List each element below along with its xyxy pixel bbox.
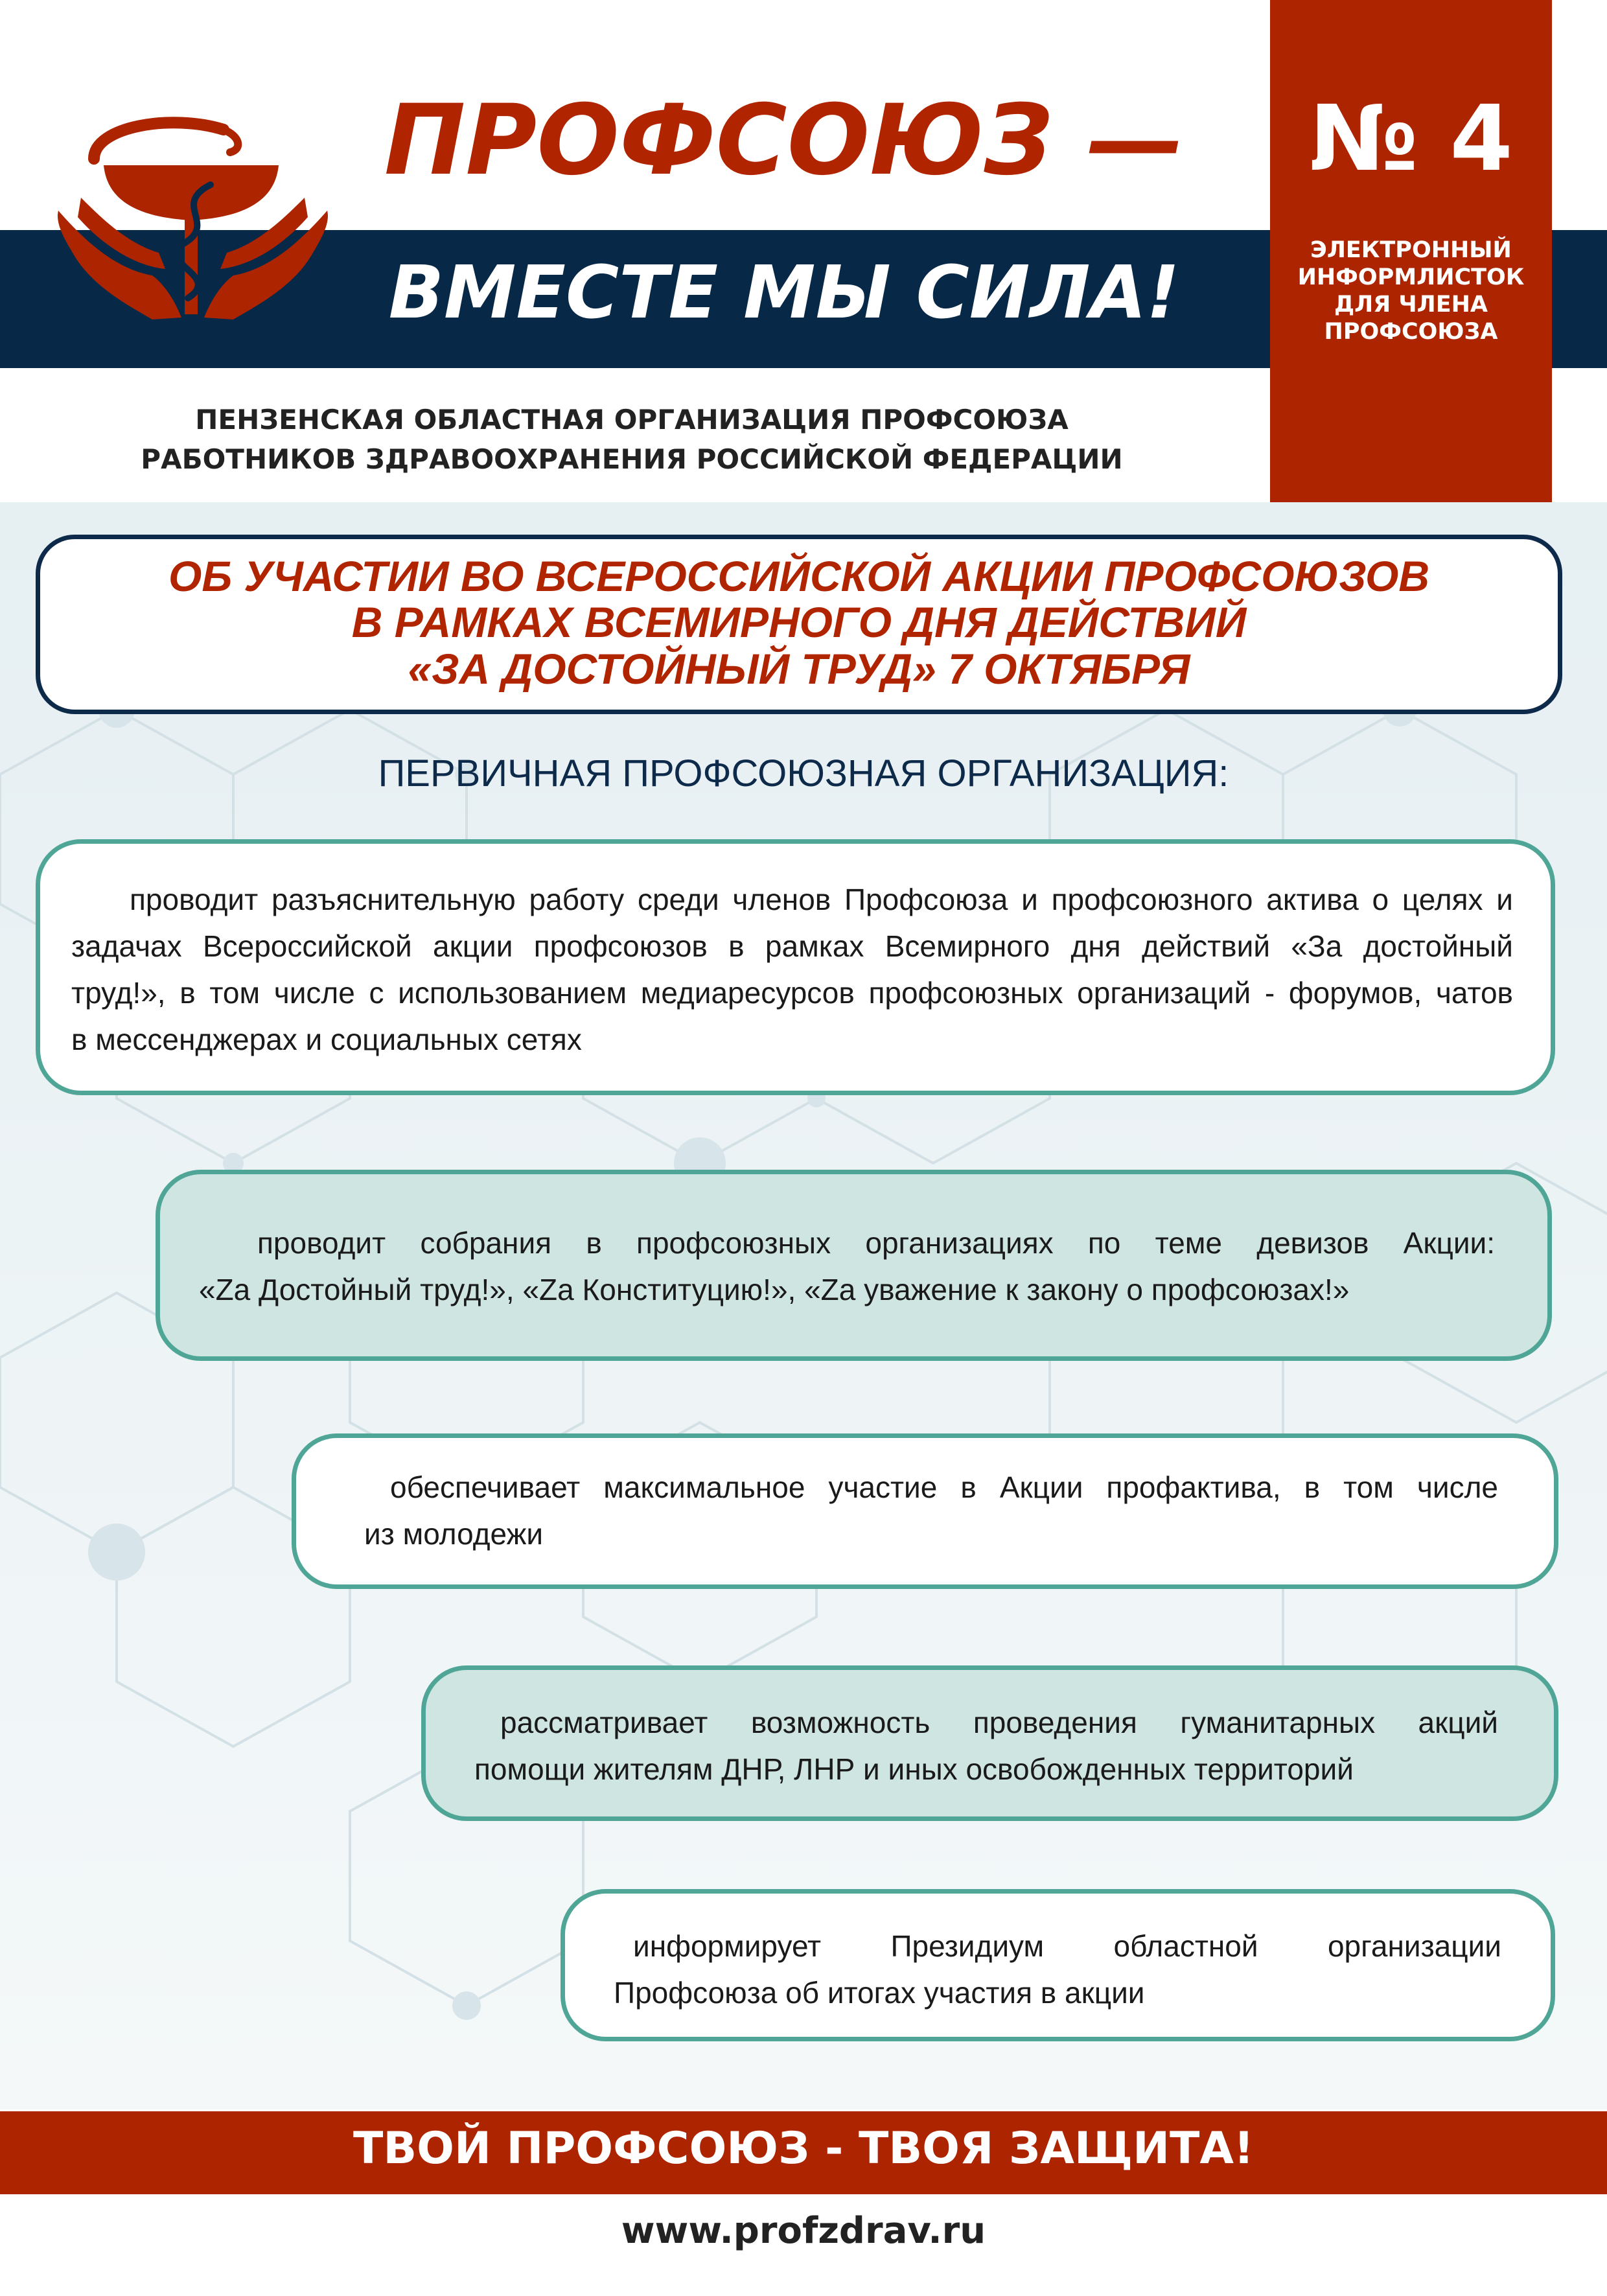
action-text-line: Профсоюза об итогах участия в акции <box>614 1976 1145 2010</box>
headline-line: ОБ УЧАСТИИ ВО ВСЕРОССИЙСКОЙ АКЦИИ ПРОФСОЮЗОВ <box>168 552 1429 600</box>
issue-badge <box>1270 0 1552 502</box>
organization-name-line: ПЕНЗЕНСКАЯ ОБЛАСТНАЯ ОРГАНИЗАЦИЯ ПРОФСОЮЗА <box>195 404 1069 435</box>
section-title: ПЕРВИЧНАЯ ПРОФСОЮЗНАЯ ОРГАНИЗАЦИЯ: <box>378 752 1229 794</box>
navy-accent-strip <box>1552 230 1607 368</box>
action-card-meetings <box>156 1170 1552 1361</box>
headline-line: «ЗА ДОСТОЙНЫЙ ТРУД» 7 ОКТЯБРЯ <box>408 644 1190 693</box>
headline <box>40 553 1558 692</box>
headline-box <box>36 535 1562 714</box>
issue-subtitle-line: ИНФОРМЛИСТОК <box>1297 264 1525 290</box>
medical-emblem-icon <box>55 113 330 327</box>
action-text-line: рассматривает возможность проведения гуманитарных акций <box>500 1706 1498 1739</box>
headline-line: В РАМКАХ ВСЕМИРНОГО ДНЯ ДЕЙСТВИЙ <box>351 598 1247 647</box>
issue-subtitle-line: ПРОФСОЮЗА <box>1324 319 1498 345</box>
footer-slogan: ТВОЙ ПРОФСОЮЗ - ТВОЯ ЗАЩИТА! <box>353 2123 1254 2174</box>
action-card-explain <box>36 839 1555 1095</box>
action-text-line: информирует Президиум областной организации <box>633 1929 1501 1963</box>
issue-subtitle-line: ДЛЯ ЧЛЕНА <box>1334 292 1488 318</box>
action-text-line: проводит разъяснительную работу среди членов Профсоюза и профсоюзного актива о целях и <box>130 883 1513 916</box>
issue-number: № 4 <box>1309 86 1513 192</box>
brand-slogan: ВМЕСТЕ МЫ СИЛА! <box>388 251 1180 335</box>
website-link[interactable]: www.profzdrav.ru <box>621 2210 986 2252</box>
action-text-line: труд!», в том числе с использованием медиаресурсов профсоюзных организаций - форумов, чатов <box>71 976 1513 1010</box>
action-text-line: «Zа Достойный труд!», «Zа Конституцию!», «Zа уважение к закону о профсоюзах!» <box>199 1273 1350 1306</box>
action-text-line: обеспечивает максимальное участие в Акции профактива, в том числе <box>390 1470 1498 1504</box>
brand-title: ПРОФСОЮЗ — <box>384 84 1185 197</box>
footer-slogan-band <box>0 2111 1607 2194</box>
issue-subtitle <box>1270 237 1552 345</box>
action-text-line: в мессенджерах и социальных сетях <box>71 1023 582 1056</box>
action-card-humanitarian <box>421 1665 1558 1821</box>
action-text-line: из молодежи <box>364 1517 544 1551</box>
action-text-line: проводит собрания в профсоюзных организациях по теме девизов Акции: <box>257 1226 1495 1260</box>
organization-name-line: РАБОТНИКОВ ЗДРАВООХРАНЕНИЯ РОССИЙСКОЙ ФЕДЕРАЦИИ <box>141 443 1123 475</box>
action-text-line: задачах Всероссийской акции профсоюзов в рамках Всемирного дня действий «За достойный <box>71 929 1513 963</box>
action-card-report <box>561 1889 1555 2041</box>
organization-name <box>97 400 1166 480</box>
issue-subtitle-line: ЭЛЕКТРОННЫЙ <box>1310 237 1512 263</box>
action-card-participation <box>292 1433 1558 1589</box>
action-text-line: помощи жителям ДНР, ЛНР и иных освобожденных территорий <box>474 1752 1354 1786</box>
